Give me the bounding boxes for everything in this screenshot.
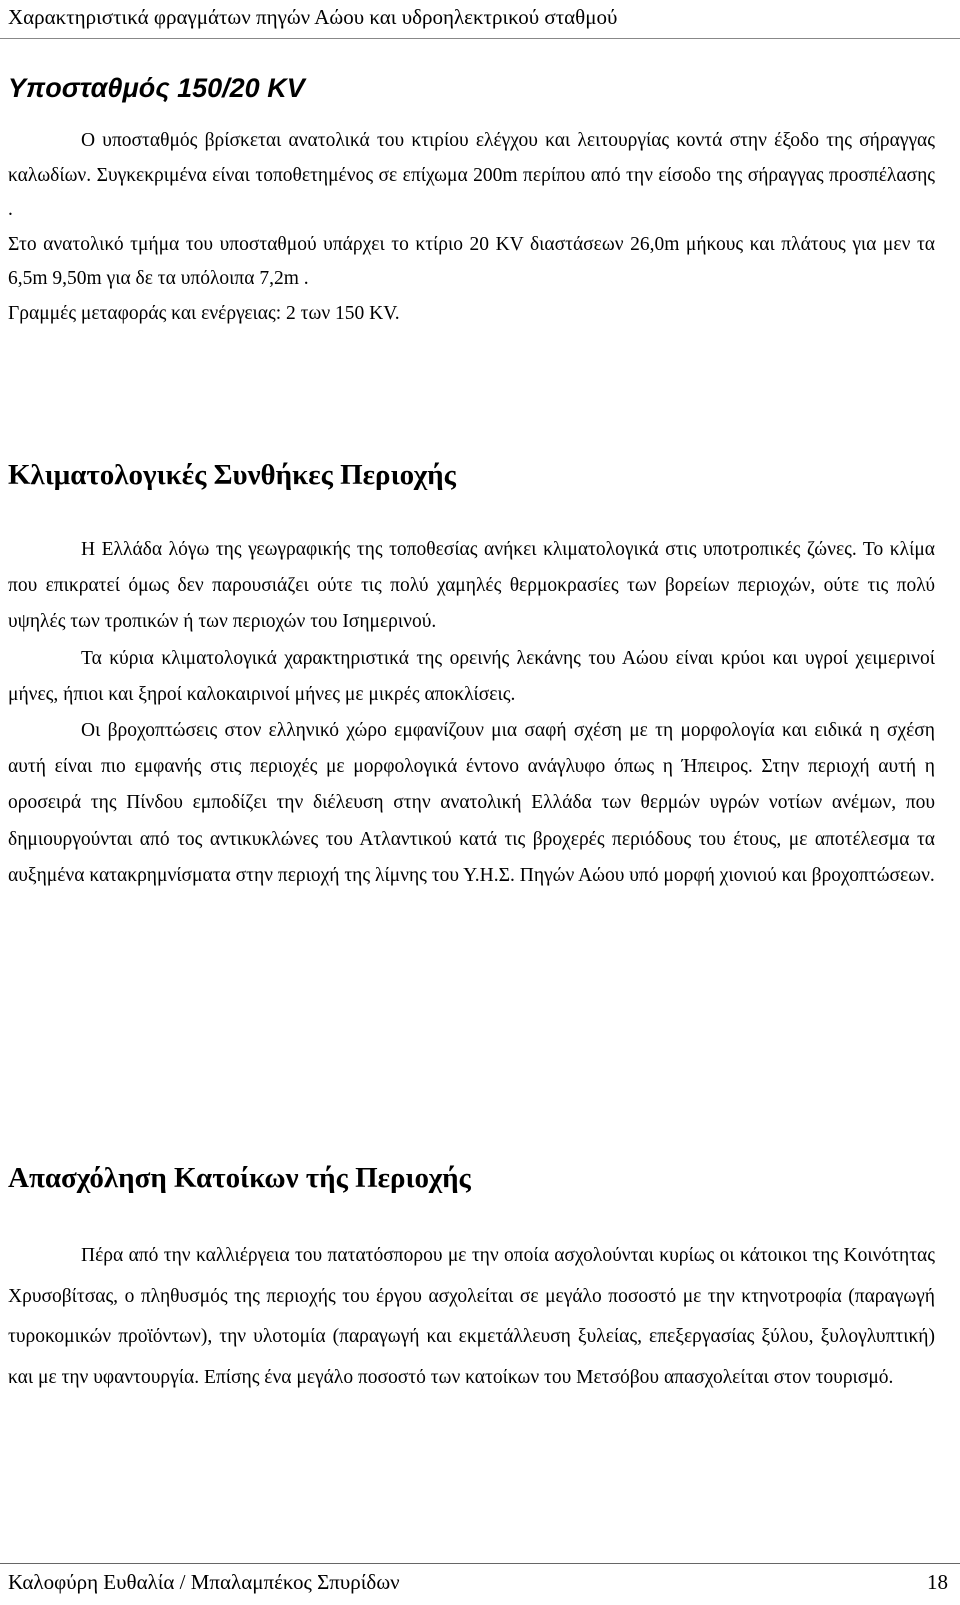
paragraph: Ο υποσταθμός βρίσκεται ανατολικά του κτιρίου ελέγχου και λειτουργίας κοντά στην έξοδο της σήραγγας καλωδίων. Συγκεκριμένα είναι τοποθετημένος σε επίχωμα 200m περίπου από την είσοδο της σήραγγας προσπέλασης . <box>8 130 935 221</box>
section-heading-climate: Κλιματολογικές Συνθήκες Περιοχής <box>8 459 456 491</box>
paragraph: Οι βροχοπτώσεις στον ελληνικό χώρο εμφανίζουν μια σαφή σχέση με τη μορφολογία και ειδικά η σχέση αυτή είναι πιο εμφανής στις περιοχές με μορφολογικά έντονο ανάγλυφο όπως η Ήπειρος. Στην περιοχή αυτή η οροσειρά της Πίνδου εμποδίζει την διέλευση στην ανατολική Ελλάδα των θερμών υγρών νοτίων ανέμων, που δημιουργούνται από τος αντικυκλώνες του Ατλαντικού κατά τις βροχερές περιόδους του έτους, με αποτέλεσμα τα αυξημένα κατακρημνίσματα στην περιοχή της λίμνης του Υ.Η.Σ. Πηγών Αώου υπό μορφή χιονιού και βροχοπτώσεων. <box>8 720 935 886</box>
section-body-climate <box>8 532 935 894</box>
section-body-employment <box>8 1236 935 1398</box>
paragraph: Στο ανατολικό τμήμα του υποσταθμού υπάρχει το κτίριο 20 KV διαστάσεων 26,0m μήκους και πλάτους για μεν τα 6,5m 9,50m για δε τα υπόλοιπα 7,2m . <box>8 233 935 290</box>
header-rule <box>0 38 960 39</box>
paragraph: Γραμμές μεταφοράς και ενέργειας: 2 των 150 KV. <box>8 302 400 324</box>
running-header-title: Χαρακτηριστικά φραγμάτων πηγών Αώου και υδροηλεκτρικού σταθμού <box>8 5 618 29</box>
footer-rule <box>0 1563 960 1564</box>
page-number: 18 <box>927 1570 948 1594</box>
section-body-substation <box>8 124 935 332</box>
paragraph: Η Ελλάδα λόγω της γεωγραφικής της τοποθεσίας ανήκει κλιματολογικά στις υποτροπικές ζώνες. Το κλίμα που επικρατεί όμως δεν παρουσιάζει ούτε τις πολύ χαμηλές θερμοκρασίες των βορείων περιοχών, ούτε τις πολύ υψηλές των τροπικών ή των περιοχών του Ισημερινού. <box>8 539 935 633</box>
section-heading-employment: Απασχόληση Κατοίκων τής Περιοχής <box>8 1162 471 1194</box>
paragraph: Τα κύρια κλιματολογικά χαρακτηριστικά της ορεινής λεκάνης του Αώου είναι κρύοι και υγροί χειμερινοί μήνες, ήπιοι και ξηροί καλοκαιρινοί μήνες με μικρές αποκλίσεις. <box>8 647 935 705</box>
section-heading-substation: Υποσταθμός 150/20 KV <box>8 73 305 103</box>
footer-authors: Καλοφύρη Ευθαλία / Μπαλαμπέκος Σπυρίδων <box>8 1570 400 1594</box>
paragraph: Πέρα από την καλλιέργεια του πατατόσπορου με την οποία ασχολούνται κυρίως οι κάτοικοι της Κοινότητας Χρυσοβίτσας, ο πληθυσμός της περιοχής του έργου ασχολείται σε μεγάλο ποσοστό με την κτηνοτροφία (παραγωγή τυροκομικών προϊόντων), την υλοτομία (παραγωγή και εκμετάλλευση ξυλείας, επεξεργασίας ξύλου, ξυλογλυπτική) και με την υφαντουργία. Επίσης ένα μεγάλο ποσοστό των κατοίκων του Μετσόβου απασχολείται στον τουρισμό. <box>8 1245 935 1388</box>
